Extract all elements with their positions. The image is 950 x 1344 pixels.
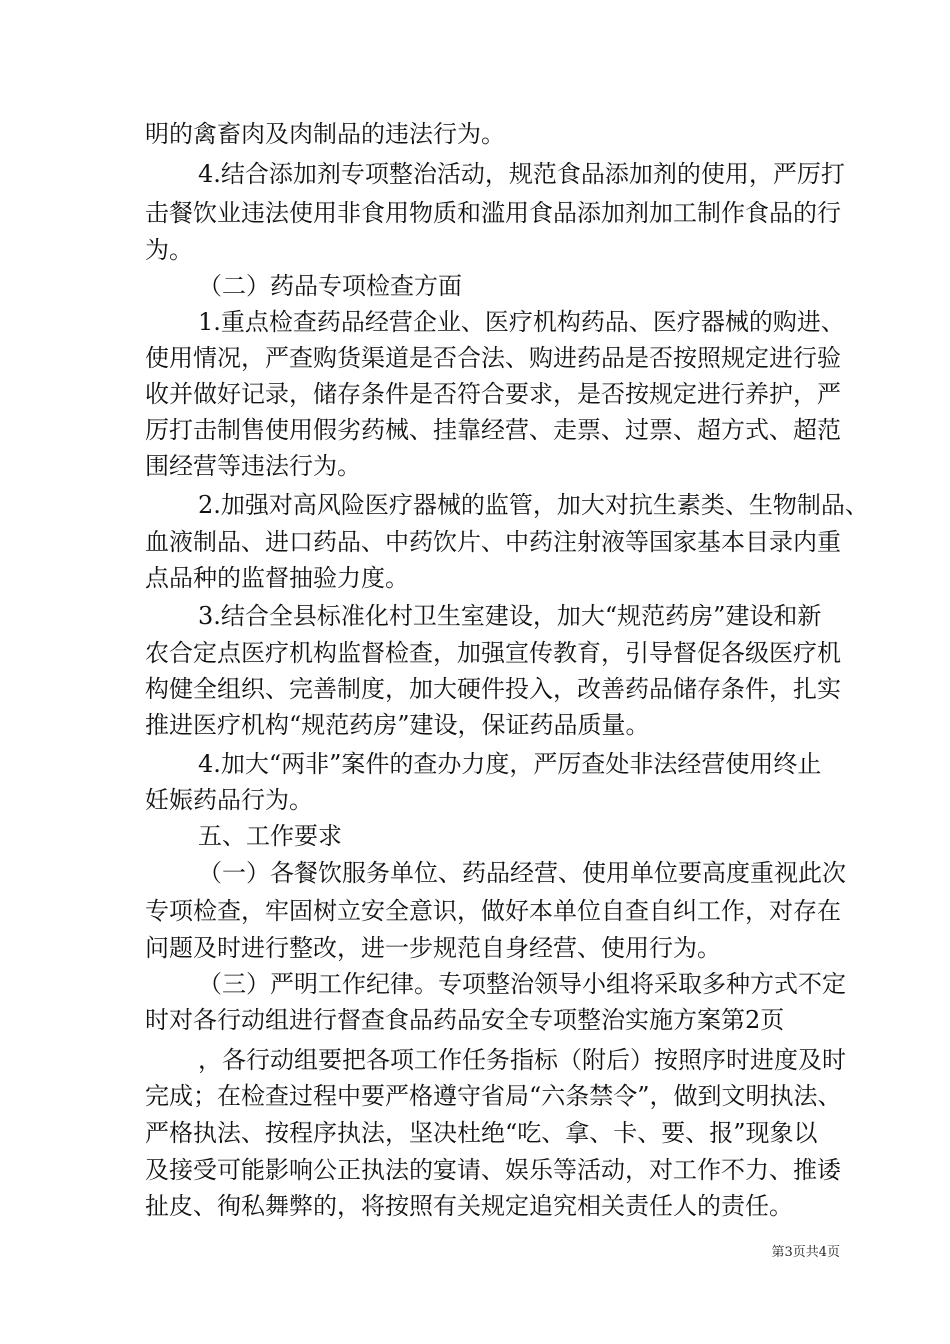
text-line: 构健全组织、完善制度，加大硬件投入，改善药品储存条件，扎实 xyxy=(145,675,841,703)
text-line: 推进医疗机构“规范药房”建设，保证药品质量。 xyxy=(145,711,650,739)
text-line: 4.加大“两非”案件的查办力度，严厉查处非法经营使用终止 xyxy=(198,750,822,778)
text-line: 1.重点检查药品经营企业、医疗机构药品、医疗器械的购进、 xyxy=(198,308,845,336)
text-line: 2.加强对高风险医疗器械的监管，加大对抗生素类、生物制品、 xyxy=(198,491,869,519)
text-line: 严格执法、按程序执法，坚决杜绝“吃、拿、卡、要、报”现象以 xyxy=(145,1119,818,1147)
text-line: 血液制品、进口药品、中药饮片、中药注射液等国家基本目录内重 xyxy=(145,528,841,556)
text-line: ，各行动组要把各项工作任务指标（附后）按照序时进度及时 xyxy=(198,1046,846,1074)
page-number: 第3页共4页 xyxy=(771,1245,840,1260)
text-line: 厉打击制售使用假劣药械、挂靠经营、走票、过票、超方式、超范 xyxy=(145,416,841,444)
text-line: 专项检查，牢固树立安全意识，做好本单位自查自纠工作，对存在 xyxy=(145,897,841,925)
text-line: 使用情况，严查购货渠道是否合法、购进药品是否按照规定进行验 xyxy=(145,344,841,372)
text-line: 明的禽畜肉及肉制品的违法行为。 xyxy=(145,120,505,148)
text-line: （一）各餐饮服务单位、药品经营、使用单位要高度重视此次 xyxy=(198,859,846,887)
text-line: （三）严明工作纪律。专项整治领导小组将采取多种方式不定 xyxy=(198,970,846,998)
text-line: 农合定点医疗机构监督检查，加强宣传教育，引导督促各级医疗机 xyxy=(145,639,841,667)
section-heading: 五、工作要求 xyxy=(198,822,342,850)
text-line: 围经营等违法行为。 xyxy=(145,452,361,480)
section-heading: （二）药品专项检查方面 xyxy=(198,272,462,300)
text-line: 3.结合全县标准化村卫生室建设，加大“规范药房”建设和新 xyxy=(198,602,822,630)
text-line: 时对各行动组进行督查食品药品安全专项整治实施方案第2页 xyxy=(145,1006,785,1034)
text-line: 收并做好记录，储存条件是否符合要求，是否按规定进行养护，严 xyxy=(145,380,841,408)
text-line: 完成；在检查过程中要严格遵守省局“六条禁令”，做到文明执法、 xyxy=(145,1082,842,1110)
text-line: 为。 xyxy=(145,236,193,264)
text-line: 点品种的监督抽验力度。 xyxy=(145,564,409,592)
text-line: 4.结合添加剂专项整治活动，规范食品添加剂的使用，严厉打 xyxy=(198,160,845,188)
text-line: 妊娠药品行为。 xyxy=(145,786,313,814)
text-line: 及接受可能影响公正执法的宴请、娱乐等活动，对工作不力、推诿 xyxy=(145,1156,841,1184)
text-line: 击餐饮业违法使用非食用物质和滥用食品添加剂加工制作食品的行 xyxy=(145,199,841,227)
text-line: 问题及时进行整改，进一步规范自身经营、使用行为。 xyxy=(145,934,721,962)
text-line: 扯皮、徇私舞弊的，将按照有关规定追究相关责任人的责任。 xyxy=(145,1192,793,1220)
